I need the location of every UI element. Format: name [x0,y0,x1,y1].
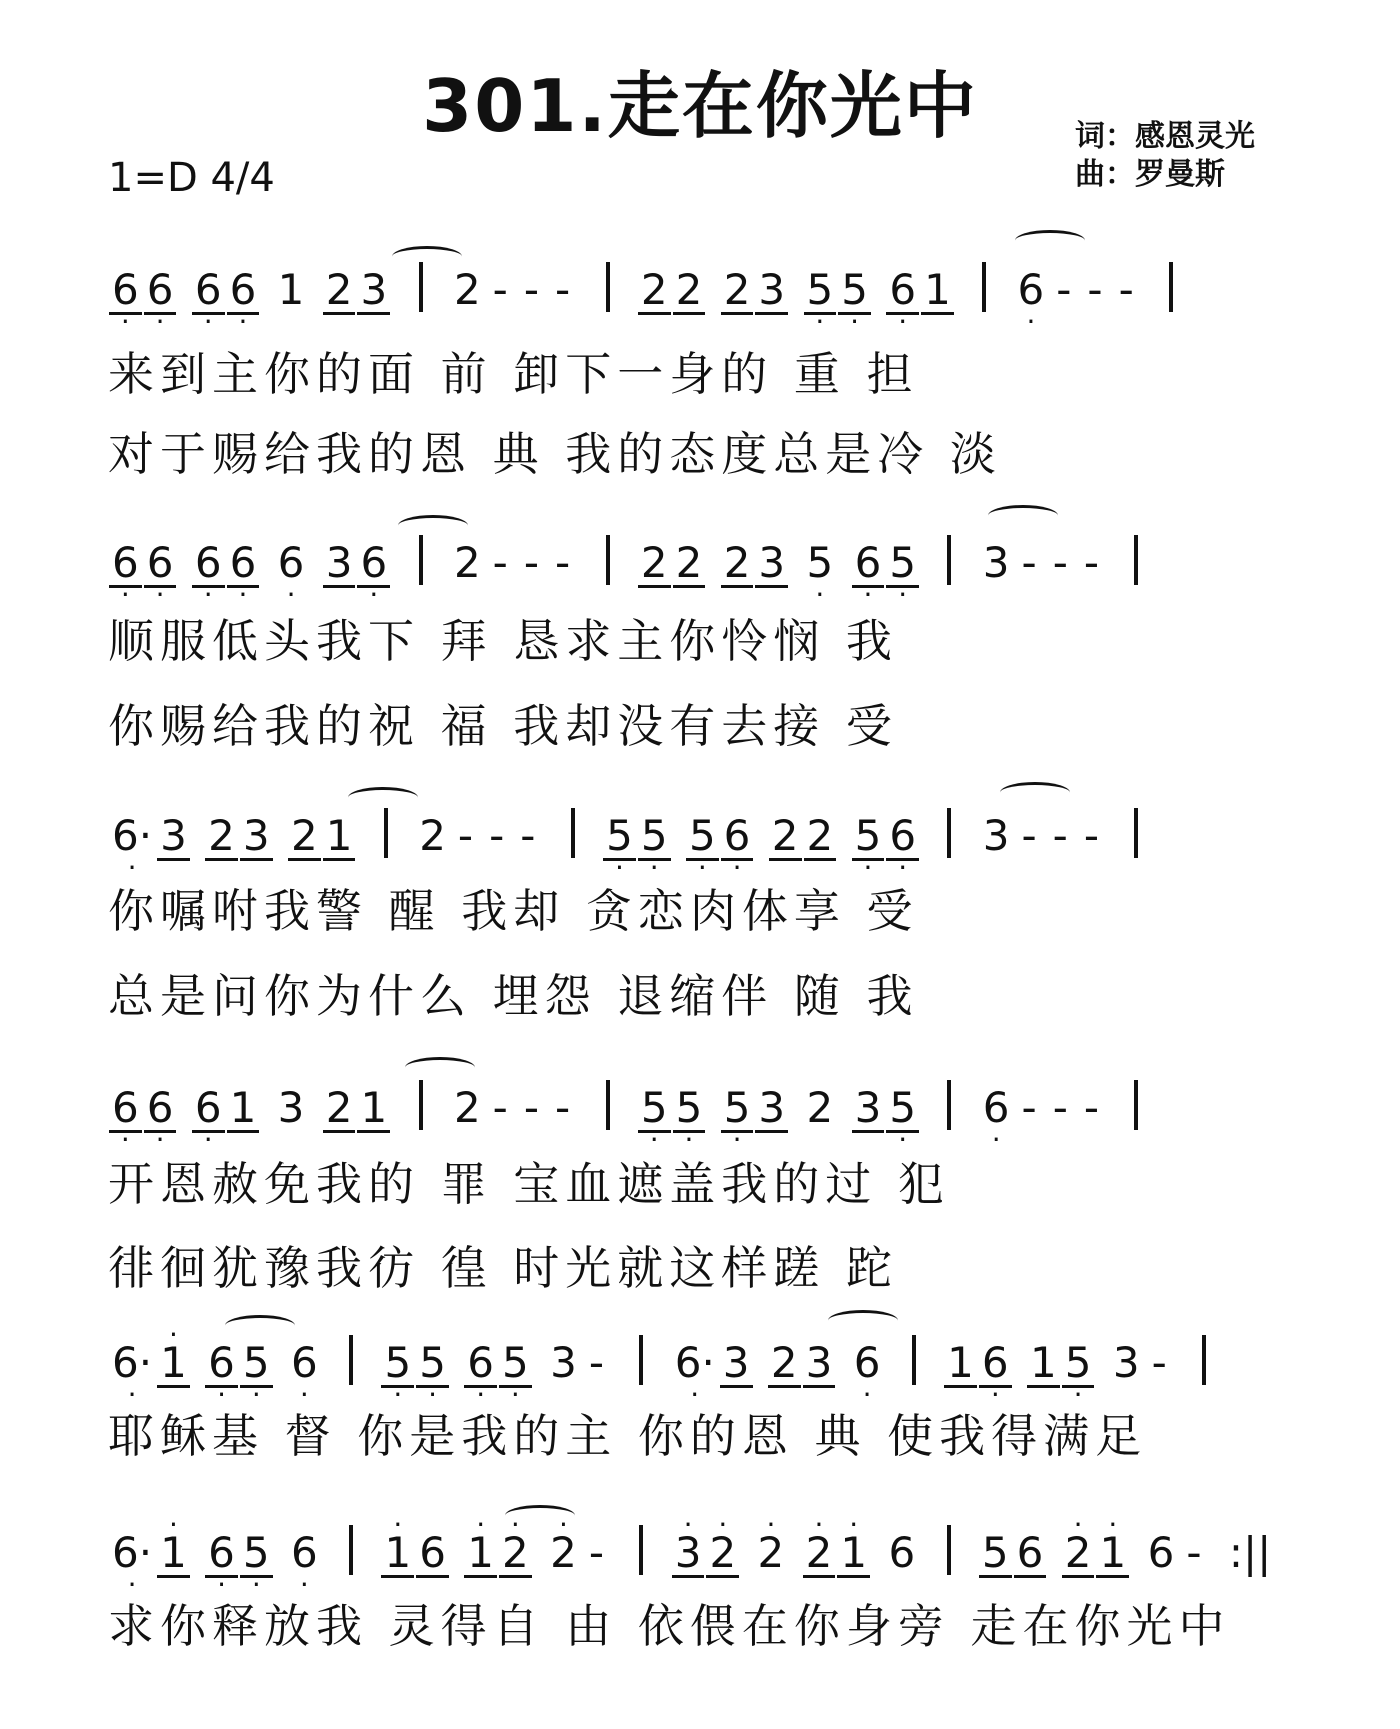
barline [419,262,423,312]
lyrics-line-3b: 总是问你为什么 埋怨 退缩伴 随 我 [108,969,919,1023]
tie [828,1310,898,1331]
lyrics-line-3a: 你嘱咐我警 醒 我却 贪恋肉体享 受 [108,884,919,938]
lyrics-line-4b: 徘徊犹豫我彷 徨 时光就这样蹉 跎 [108,1241,898,1295]
song-title: 301.走在你光中 [422,64,978,148]
key-signature: 1=D 4/4 [108,155,275,201]
barline [639,1525,643,1575]
tie [505,1505,575,1526]
lyrics-line-4a: 开恩赦免我的 罪 宝血遮盖我的过 犯 [108,1157,950,1211]
notation-line-2: · 6· 6 · 6· 6 · 6 3· 6 2 - - - 2 2 2 3 · 5 · 6· 5 3 - - - [108,535,1152,586]
barline [419,535,423,585]
credits [1075,118,1255,194]
lyrics-line-2b: 你赐给我的祝 福 我却没有去接 受 [108,699,898,753]
lyrics-line-1b: 对于赐给我的恩 典 我的态度总是冷 淡 [108,427,1002,481]
repeat-end: :|| [1228,1528,1272,1577]
notation-line-1: · 6· 6 · 6· 6 1 2 3 2 - - - 2 2 2 3 · 5· 5 · 6 1 · 6 - - - [108,262,1187,313]
tie [225,1315,295,1336]
barline [571,808,575,858]
barline [639,1335,643,1385]
barline [1169,262,1173,312]
lyricist: 词：感恩灵光 [1075,119,1255,154]
barline [947,808,951,858]
lyrics-line-6: 求你释放我 灵得自 由 依偎在你身旁 走在你光中 [108,1599,1231,1653]
tie [392,246,462,267]
tie [988,505,1058,526]
barline [606,1080,610,1130]
barline [606,535,610,585]
lyrics-line-2a: 顺服低头我下 拜 恳求主你怜悯 我 [108,614,898,668]
barline [419,1080,423,1130]
tie [405,1057,475,1078]
composer: 曲：罗曼斯 [1075,157,1225,192]
notation-line-3: · 6· 3 2 3 2 1 2 - - - · 5· 5 · 5· 6 2 2 · 5· 6 3 - - - [108,808,1152,859]
barline [1134,808,1138,858]
barline [384,808,388,858]
barline [1134,1080,1138,1130]
barline [349,1335,353,1385]
tie [348,787,418,808]
barline [1202,1335,1206,1385]
notation-line-5: · 6·· 1 · 6· 5 · 6 · 5· 5 · 6· 5 3 - · 6· 3 2 3 · 6 1· 6 1· 5 3 - [108,1335,1220,1386]
barline [1134,535,1138,585]
barline [606,262,610,312]
barline [947,1525,951,1575]
barline [947,535,951,585]
notation-line-4: · 6· 6 · 6 1 3 2 1 2 - - - · 5· 5 · 5 3 2 3· 5 · 6 - - - [108,1080,1152,1131]
barline [912,1335,916,1385]
lyrics-line-5: 耶稣基 督 你是我的主 你的恩 典 使我得满足 [108,1409,1148,1463]
tie [398,515,468,536]
lyrics-line-1a: 来到主你的面 前 卸下一身的 重 担 [108,347,919,401]
tie [1015,230,1085,251]
barline [947,1080,951,1130]
barline [349,1525,353,1575]
barline [982,262,986,312]
notation-line-6: · 6·· 1 · 6· 5 · 6 · 1 6 · 1· 2 · 2 - · 3· 2 · 2 · 2· 1 6 5 6 · 2· 1 6 - :|| [108,1525,1271,1576]
tie [1000,782,1070,803]
